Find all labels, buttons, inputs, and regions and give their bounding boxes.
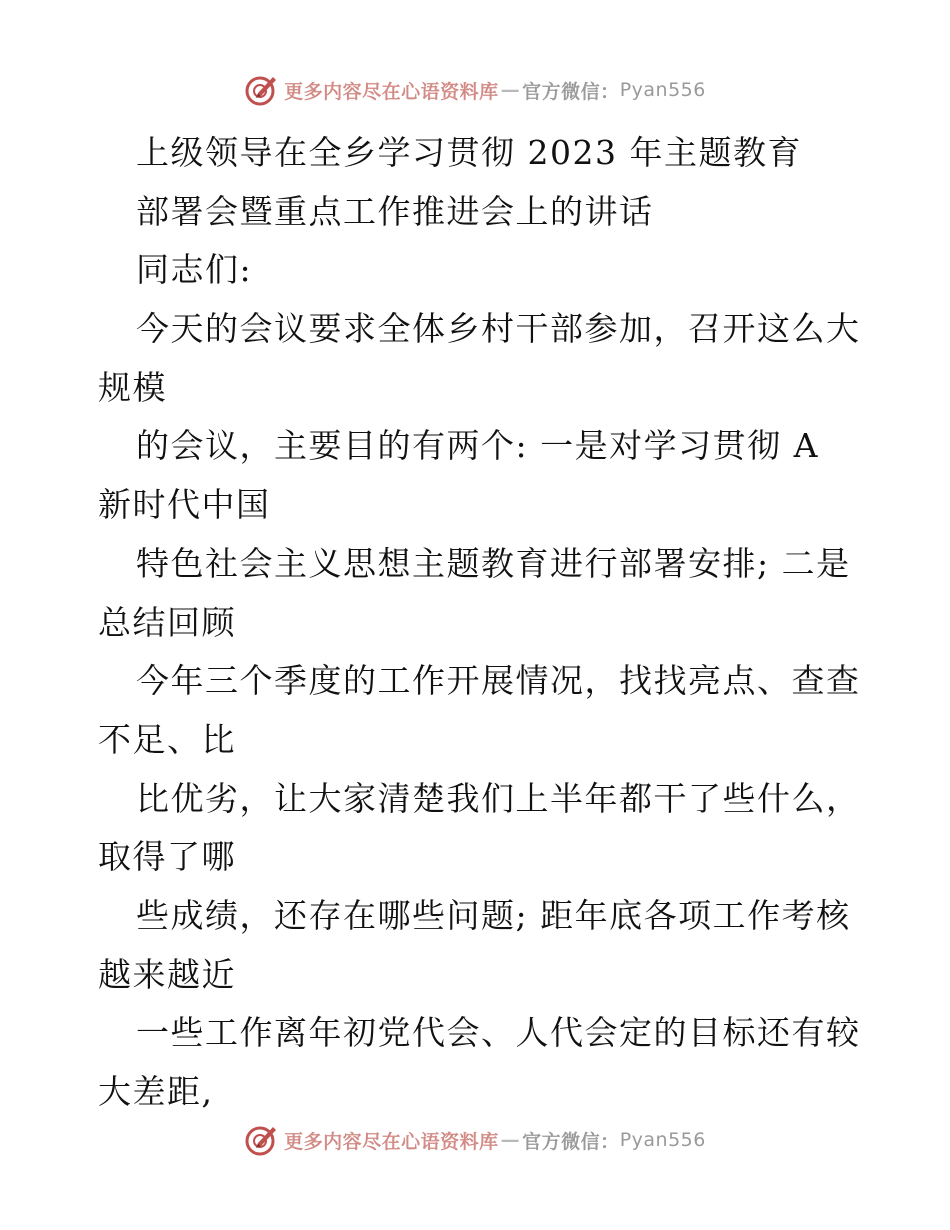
doc-text-line: 规模 bbox=[98, 367, 167, 407]
document-body bbox=[98, 124, 861, 1122]
doc-text-line: 取得了哪 bbox=[98, 837, 236, 877]
pen-logo-icon bbox=[244, 73, 278, 107]
footer-watermark-banner bbox=[0, 1122, 950, 1158]
doc-salutation: 同志们: bbox=[136, 250, 253, 290]
doc-text-line: 越来越近 bbox=[98, 954, 236, 994]
doc-title-line-2: 部署会暨重点工作推进会上的讲话 bbox=[136, 191, 654, 231]
doc-text-line: 今天的会议要求全体乡村干部参加，召开这么大 bbox=[136, 309, 861, 349]
banner-site-name: 更多内容尽在心语资料库 bbox=[284, 80, 499, 103]
pen-logo-icon bbox=[244, 1123, 278, 1157]
banner-wechat-id: Pyan556 bbox=[619, 1129, 706, 1151]
doc-text-line: 总结回顾 bbox=[98, 602, 236, 642]
doc-text-line: 的会议，主要目的有两个: 一是对学习贯彻 A bbox=[136, 426, 819, 466]
banner-text bbox=[284, 1127, 706, 1154]
banner-wechat-label: 官方微信： bbox=[522, 80, 620, 103]
banner-separator: — bbox=[500, 1129, 521, 1151]
doc-text-line: 大差距, bbox=[98, 1072, 214, 1111]
doc-text-line: 今年三个季度的工作开展情况，找找亮点、查查 bbox=[136, 661, 861, 701]
header-watermark-banner bbox=[0, 72, 950, 108]
doc-text-line: 不足、比 bbox=[98, 719, 236, 759]
banner-wechat-label: 官方微信： bbox=[522, 1130, 620, 1153]
banner-separator: — bbox=[500, 79, 521, 101]
banner-text bbox=[284, 77, 706, 104]
doc-title-line-1: 上级领导在全乡学习贯彻 2023 年主题教育 bbox=[136, 133, 802, 172]
doc-text-line: 新时代中国 bbox=[98, 485, 271, 525]
doc-text-line: 些成绩，还存在哪些问题; 距年底各项工作考核 bbox=[136, 895, 851, 935]
doc-text-line: 比优劣，让大家清楚我们上半年都干了些什么， bbox=[136, 778, 861, 818]
doc-text-line: 一些工作离年初党代会、人代会定的目标还有较 bbox=[136, 1013, 861, 1053]
banner-site-name: 更多内容尽在心语资料库 bbox=[284, 1130, 499, 1153]
doc-text-line: 特色社会主义思想主题教育进行部署安排; 二是 bbox=[136, 543, 851, 583]
banner-wechat-id: Pyan556 bbox=[619, 79, 706, 101]
